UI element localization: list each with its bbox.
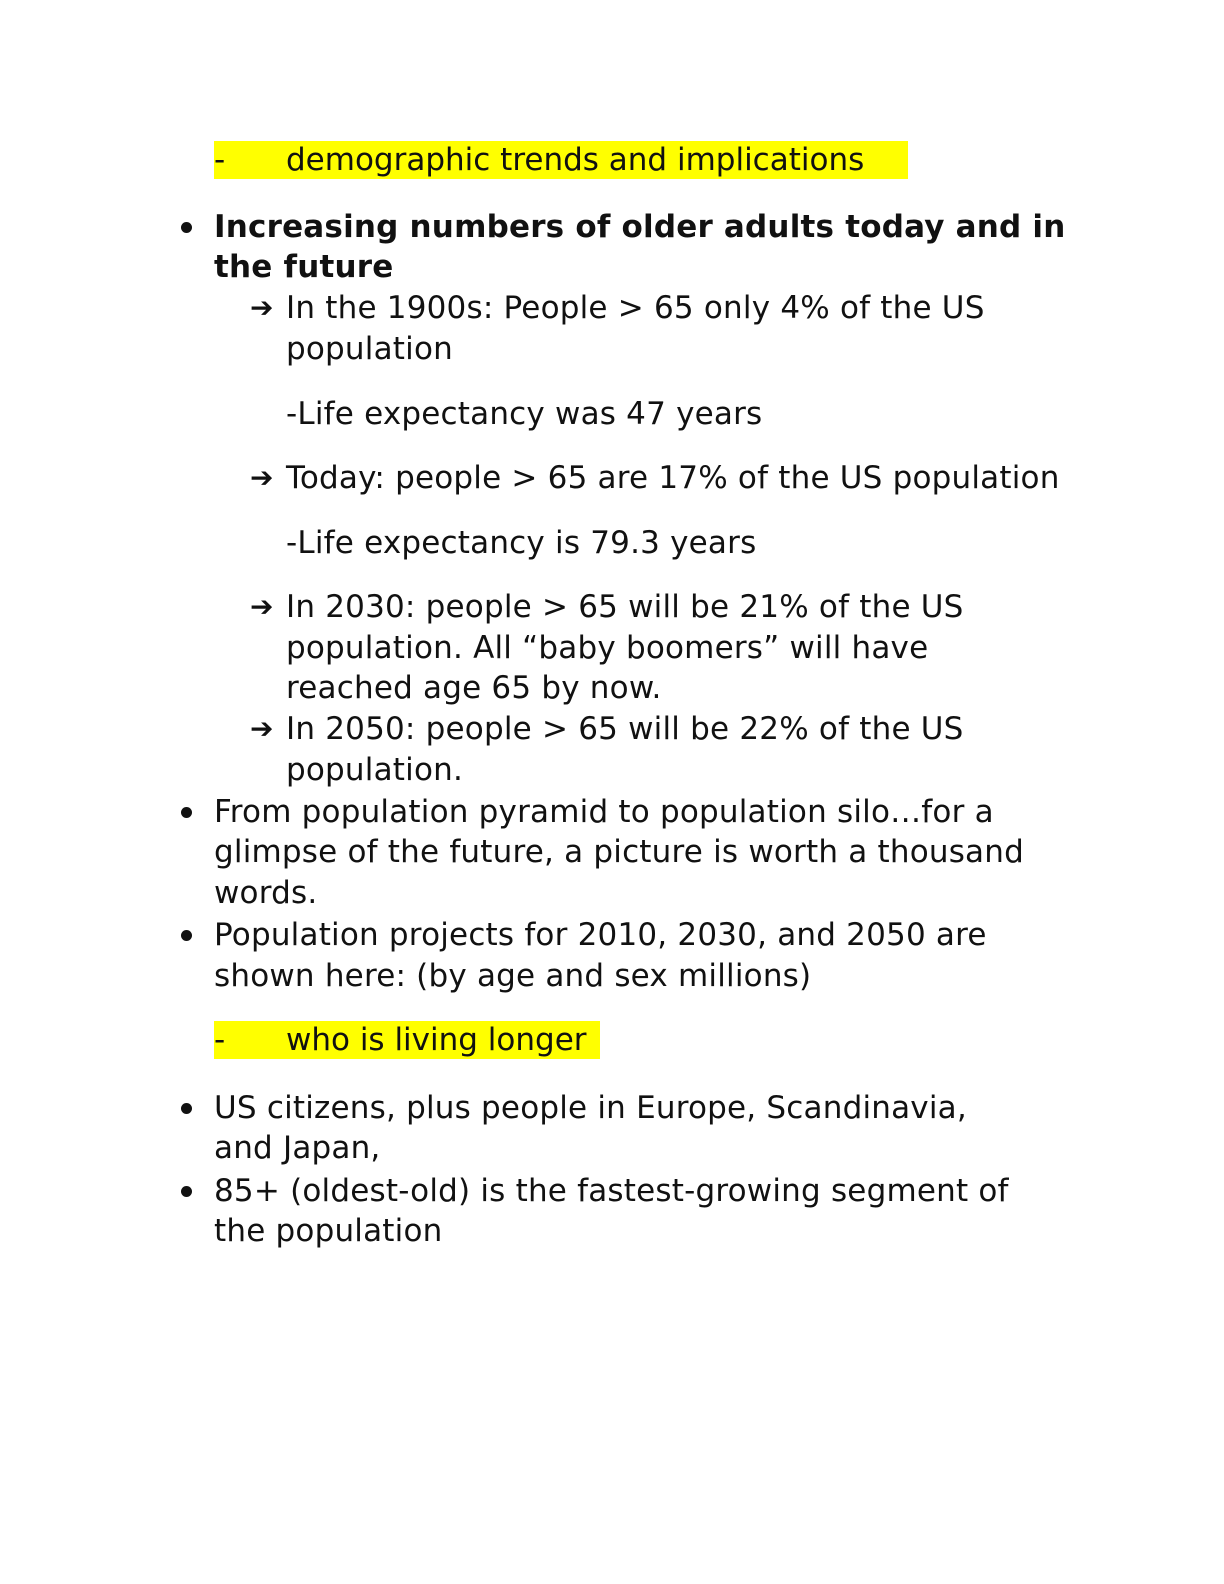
arrow2-line1: Today: people > 65 are 17% of the US population [286,460,1060,496]
bullet1-line2: the future [214,249,394,285]
bullet4-line2: and Japan, [214,1130,381,1166]
arrow-icon: ➔ [250,590,274,623]
bullet-icon [181,930,192,941]
arrow-icon: ➔ [250,461,274,494]
section-heading-demographic-trends [214,141,908,179]
bullet2-line2: glimpse of the future, a picture is worth a thousand [214,834,1024,870]
bullet5-line2: the population [214,1213,443,1249]
arrow1-line2: population [286,331,453,367]
arrow3-line2: population. All “baby boomers” will have [286,630,929,666]
note-life-expectancy-1900: -Life expectancy was 47 years [286,396,763,432]
bullet3-line1: Population projects for 2010, 2030, and 2050 are [214,917,987,953]
arrow-icon: ➔ [250,291,274,324]
heading-dash: - [214,1022,226,1058]
arrow3-line1: In 2030: people > 65 will be 21% of the US [286,589,964,625]
section-heading-who-is-living-longer [214,1021,600,1059]
bullet-icon [181,807,192,818]
arrow3-line3: reached age 65 by now. [286,670,662,706]
arrow1-line1: In the 1900s: People > 65 only 4% of the US [286,290,985,326]
bullet5-line1: 85+ (oldest-old) is the fastest-growing segment of [214,1173,1009,1209]
heading-text: demographic trends and implications [286,142,865,178]
bullet-icon [181,222,192,233]
bullet2-line1: From population pyramid to population silo…for a [214,794,994,830]
bullet1-line1: Increasing numbers of older adults today and in [214,209,1066,245]
bullet-icon [181,1103,192,1114]
arrow4-line1: In 2050: people > 65 will be 22% of the US [286,711,964,747]
note-life-expectancy-today: -Life expectancy is 79.3 years [286,525,757,561]
bullet4-line1: US citizens, plus people in Europe, Scandinavia, [214,1090,967,1126]
bullet2-line3: words. [214,875,318,911]
bullet-icon [181,1186,192,1197]
heading-text: who is living longer [286,1022,587,1058]
arrow4-line2: population. [286,752,464,788]
arrow-icon: ➔ [250,712,274,745]
heading-dash: - [214,142,226,178]
bullet3-line2: shown here: (by age and sex millions) [214,958,812,994]
